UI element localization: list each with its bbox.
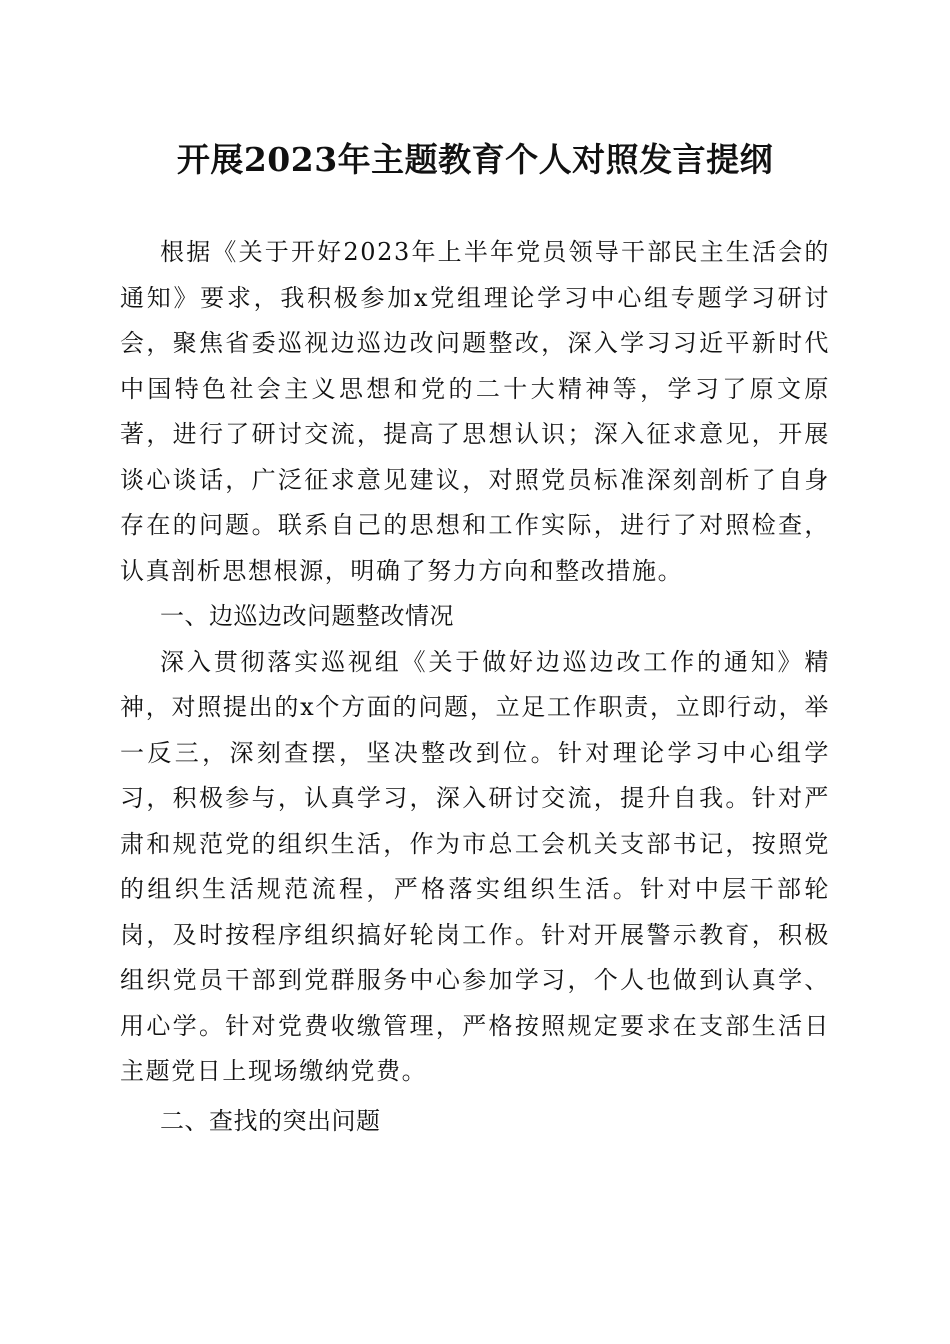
intro-paragraph: 根据《关于开好2023年上半年党员领导干部民主生活会的通知》要求，我积极参加x党组理论学习中心组专题学习研讨会，聚焦省委巡视边巡边改问题整改，深入学习习近平新时代中国特色社会主义思想和党的二十大精神等，学习了原文原著，进行了研讨交流，提高了思想认识；深入征求意见，开展谈心谈话，广泛征求意见建议，对照党员标准深刻剖析了自身存在的问题。联系自己的思想和工作实际，进行了对照检查，认真剖析思想根源，明确了努力方向和整改措施。	[120, 238, 830, 585]
section-heading-1: 一、边巡边改问题整改情况	[160, 602, 454, 630]
section-1-paragraph: 深入贯彻落实巡视组《关于做好边巡边改工作的通知》精神，对照提出的x个方面的问题，立足工作职责，立即行动，举一反三，深刻查摆，坚决整改到位。针对理论学习中心组学习，积极参与，认真学习，深入研讨交流，提升自我。针对严肃和规范党的组织生活，作为市总工会机关支部书记，按照党的组织生活规范流程，严格落实组织生活。针对中层干部轮岗，及时按程序组织搞好轮岗工作。针对开展警示教育，积极组织党员干部到党群服务中心参加学习，个人也做到认真学、用心学。针对党费收缴管理，严格按照规定要求在支部生活日主题党日上现场缴纳党费。	[120, 647, 830, 1085]
section-heading-2: 二、查找的突出问题	[160, 1106, 381, 1135]
document-body	[120, 230, 830, 1144]
document-title: 开展2023年主题教育个人对照发言提纲	[176, 140, 774, 179]
